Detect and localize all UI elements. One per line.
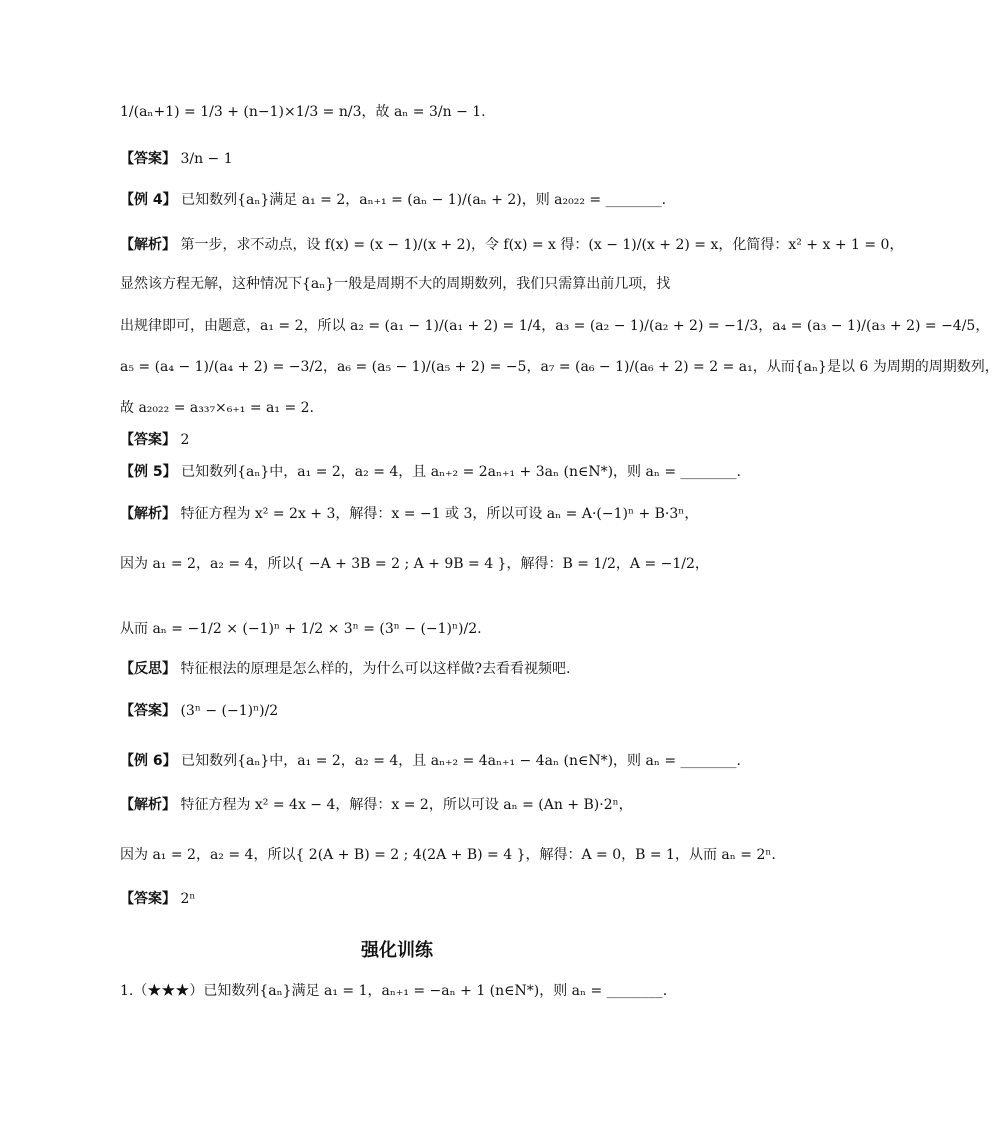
reflection-text: 特征根法的原理是怎么样的，为什么可以这样做?去看看视频吧. (180, 661, 571, 677)
solution-5-line-2 (120, 555, 709, 573)
text: 1/(aₙ+1) = 1/3 + (n−1)×1/3 = n/3，故 aₙ = 3/n − 1. (120, 104, 486, 120)
example-text: 已知数列{aₙ}满足 a₁ = 2，aₙ₊₁ = (aₙ − 1)/(aₙ + 2)，则 a₂₀₂₂ = ________. (181, 192, 667, 208)
text: 第一步，求不动点，设 f(x) = (x − 1)/(x + 2)，令 f(x) = x 得：(x − 1)/(x + 2) = x，化简得：x² + x + 1 = 0， (180, 237, 904, 253)
exercise-text: 1.（★★★）已知数列{aₙ}满足 a₁ = 1，aₙ₊₁ = −aₙ + 1 (n∈N*)，则 aₙ = ________. (120, 983, 668, 999)
text: 故 a₂₀₂₂ = a₃₃₇×₆₊₁ = a₁ = 2. (120, 400, 314, 416)
solution-4-line-2 (120, 275, 670, 293)
text: 显然该方程无解，这种情况下{aₙ}一般是周期不大的周期数列，我们只需算出前几项，找 (120, 276, 671, 292)
solution-6-line-1 (120, 796, 633, 814)
text: 从而 aₙ = −1/2 × (−1)ⁿ + 1/2 × 3ⁿ = (3ⁿ − (−1)ⁿ)/2. (120, 621, 482, 637)
text: a₅ = (a₄ − 1)/(a₄ + 2) = −3/2，a₆ = (a₅ − 1)/(a₅ + 2) = −5，a₇ = (a₆ − 1)/(a₆ + 2) = 2 = a₁，从而{aₙ}是以 6 为周期的周期数列， (120, 359, 999, 375)
answer-tag: 【答案】 (120, 151, 176, 167)
reflection-line (120, 660, 570, 678)
solution-tag: 【解析】 (120, 797, 176, 813)
answer-line (120, 890, 195, 908)
example-4 (120, 191, 666, 209)
solution-tag: 【解析】 (120, 237, 176, 253)
answer-tag: 【答案】 (120, 703, 176, 719)
example-tag: 【例 5】 (120, 464, 177, 480)
answer-line (120, 150, 233, 168)
solution-tag: 【解析】 (120, 506, 176, 522)
solution-4-line-3 (120, 317, 989, 335)
text: 特征方程为 x² = 4x − 4，解得：x = 2，所以可设 aₙ = (An + B)·2ⁿ， (180, 797, 633, 813)
solution-line (120, 103, 486, 121)
text: 出规律即可，由题意，a₁ = 2，所以 a₂ = (a₁ − 1)/(a₁ + 2) = 1/4，a₃ = (a₂ − 1)/(a₂ + 2) = −1/3，a₄ = (a₃ − 1)/(a₃ + 2) = −4/5， (120, 318, 990, 334)
answer-line (120, 702, 278, 720)
answer-value: 2ⁿ (180, 891, 196, 907)
example-text: 已知数列{aₙ}中，a₁ = 2，a₂ = 4，且 aₙ₊₂ = 4aₙ₊₁ − 4aₙ (n∈N*)，则 aₙ = ________. (181, 753, 741, 769)
solution-4-line-4 (120, 358, 999, 376)
example-6 (120, 752, 741, 770)
example-5 (120, 463, 741, 481)
answer-value: 3/n − 1 (180, 151, 233, 167)
solution-4-line-5 (120, 399, 314, 417)
solution-5-line-3 (120, 620, 482, 638)
example-tag: 【例 4】 (120, 192, 177, 208)
section-title: 强化训练 (361, 940, 433, 961)
answer-value: 2 (180, 432, 190, 448)
example-tag: 【例 6】 (120, 753, 177, 769)
text: 因为 a₁ = 2，a₂ = 4，所以{ −A + 3B = 2 ; A + 9B = 4 }，解得：B = 1/2，A = −1/2， (120, 556, 709, 572)
text: 特征方程为 x² = 2x + 3，解得：x = −1 或 3，所以可设 aₙ = A·(−1)ⁿ + B·3ⁿ， (180, 506, 699, 522)
text: 因为 a₁ = 2，a₂ = 4，所以{ 2(A + B) = 2 ; 4(2A + B) = 4 }，解得：A = 0，B = 1，从而 aₙ = 2ⁿ. (120, 847, 776, 863)
answer-value: (3ⁿ − (−1)ⁿ)/2 (180, 703, 279, 719)
answer-tag: 【答案】 (120, 891, 176, 907)
example-text: 已知数列{aₙ}中，a₁ = 2，a₂ = 4，且 aₙ₊₂ = 2aₙ₊₁ + 3aₙ (n∈N*)，则 aₙ = ________. (181, 464, 741, 480)
answer-tag: 【答案】 (120, 432, 176, 448)
reflection-tag: 【反思】 (120, 661, 176, 677)
answer-line (120, 431, 189, 449)
solution-5-line-1 (120, 505, 698, 523)
exercise-1 (120, 982, 667, 1000)
solution-6-line-2 (120, 846, 776, 864)
solution-4-line-1 (120, 236, 903, 254)
